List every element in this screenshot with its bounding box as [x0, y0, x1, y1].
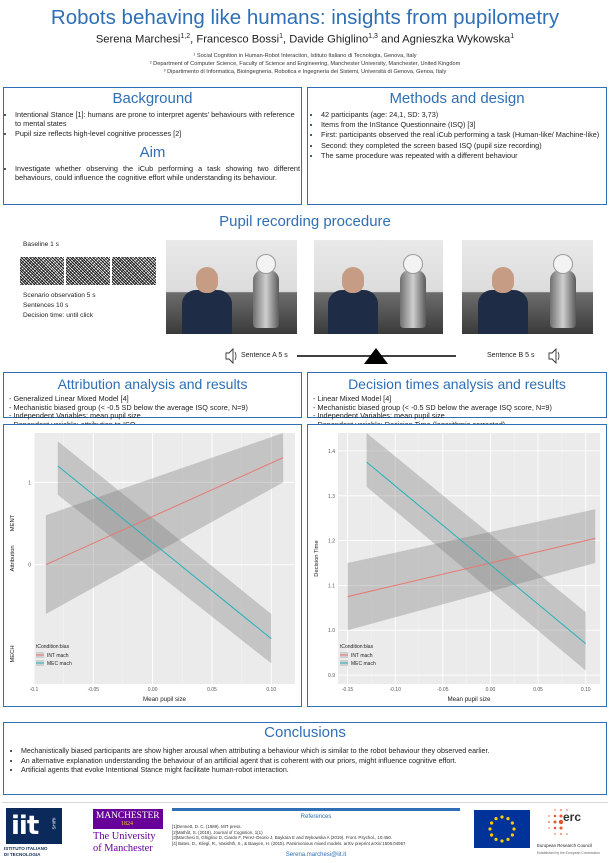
legend-title: tCondition:bias [340, 644, 374, 650]
methods-list [310, 110, 606, 161]
iit-logo-text: iit [11, 811, 39, 841]
conclusions-heading: Conclusions [264, 724, 346, 741]
methods-panel [307, 87, 607, 205]
erc-dot [548, 827, 549, 828]
star [511, 833, 514, 836]
y-axis-label: Attribution [10, 545, 16, 572]
manchester-logo-year: 1824 [121, 821, 133, 827]
y-tick-label: 1.3 [328, 493, 335, 500]
erc-caption: European Research Council [537, 843, 592, 848]
x-axis-label: Mean pupil size [447, 696, 491, 703]
scenario-photo-3 [462, 240, 593, 334]
erc-dot [559, 826, 562, 829]
y-tick-label: 1.4 [328, 448, 335, 455]
legend-title: tCondition:bias [36, 644, 70, 650]
noise-stimulus [66, 257, 110, 285]
list-item: - Generalized Linear Mixed Model [4] [9, 394, 129, 403]
author-separator: , [190, 33, 197, 46]
author-affiliation: 1,3 [368, 33, 378, 40]
x-tick-label: -0.1 [29, 687, 39, 693]
list-item: • 42 participants (age: 24,1, SD: 3,73) [321, 110, 606, 119]
author-affiliation: 1 [279, 33, 283, 40]
attribution-plot-panel [3, 424, 302, 707]
list-item: • Items from the InStance Questionnaire (ISQ) [3] [321, 120, 606, 129]
manchester-name-1: The University [93, 831, 156, 842]
sentence-b-label: Sentence B 5 s [487, 352, 535, 359]
attribution-heading: Attribution analysis and results [57, 376, 248, 392]
erc-dot [560, 809, 562, 811]
star [511, 821, 514, 824]
affiliation-2: ² Department of Computer Science, Faculty of Science and Engineering, Manchester University, Manchester, United Kingdom [149, 61, 461, 67]
manchester-name-2: of Manchester [93, 843, 153, 854]
procedure-heading: Pupil recording procedure [219, 213, 391, 230]
author-name: Davide Ghiglino [289, 33, 369, 46]
eu-flag-icon [474, 810, 530, 848]
sentences-label: Sentences 10 s [23, 302, 69, 309]
x-tick-label: -0.10 [389, 687, 401, 693]
erc-dot [548, 821, 550, 823]
x-tick-label: -0.05 [437, 687, 449, 693]
x-tick-label: 0.00 [485, 687, 496, 693]
scenario-photo-2 [314, 240, 443, 334]
star [512, 827, 515, 830]
author-affiliation: 1,2 [180, 33, 191, 40]
star [490, 833, 493, 836]
aim-list [4, 164, 300, 183]
list-item: • Mechanistically biased participants are show higher arousal when attributing a behaviour which is similar to the robot behaviour they observed earlier. [21, 747, 606, 756]
list-item: • Investigate whether observing the iCub performing a task showing two different behaviours, could influence the cognitive effort while understanding its behaviour. [15, 164, 300, 182]
contact-email: Serena.marchesi@iit.it [285, 852, 347, 858]
background-panel [3, 87, 302, 205]
list-item: • An alternative explanation understanding the behaviour of an artificial agent that is coherent with our priors, might influence cognitive effort. [21, 757, 606, 766]
reference-item: [2]Mathôt, S. (2018). Journal of Cognition, 1(1) [172, 829, 263, 835]
erc-dot [553, 820, 556, 823]
list-item: • Artificial agents that evoke Intentional Stance might facilitate human-robot interaction. [21, 766, 606, 775]
erc-logo [545, 806, 605, 842]
star [494, 838, 497, 841]
conclusions-panel [3, 722, 607, 795]
list-item: - Mechanistic biased group (< -0.5 SD below the average ISQ score, N=9) [9, 402, 248, 412]
y-tick-label: 1 [28, 480, 31, 487]
author-name: Agnieszka Wykowska [402, 33, 511, 46]
list-item: • First: participants observed the real iCub performing a task (Human-like/ Machine-like) [321, 130, 606, 139]
erc-dot [560, 833, 562, 835]
scenario-photo-1 [166, 240, 297, 334]
y-axis-label: Decision Time [314, 540, 320, 577]
speaker-icon [226, 349, 236, 363]
y-tick-label: 0.9 [328, 673, 335, 680]
list-item: - Linear Mixed Model [4] [313, 394, 392, 403]
attribution-panel [3, 372, 302, 421]
x-tick-label: 0.10 [266, 687, 277, 693]
star [500, 815, 503, 818]
reference-item: [3]Marchesi S, Ghiglino D, Ciardo F, Perez-Osorio J, Baykara E and Wykowska A (2019). Front. Psychol., 10:450. [172, 835, 393, 841]
sentence-a-label: Sentence A 5 s [241, 352, 288, 359]
star [488, 827, 491, 830]
author-separator: and [377, 33, 403, 46]
x-tick-label: -0.15 [341, 687, 354, 693]
decision-heading: Decision times analysis and results [348, 376, 566, 392]
erc-dot [548, 815, 549, 816]
background-heading: Background [112, 90, 193, 107]
y-bottom-label: MECH [10, 645, 16, 663]
y-tick-label: 1.0 [328, 628, 335, 635]
x-tick-label: 0.05 [207, 687, 217, 693]
legend-label: MEC mach [351, 661, 376, 667]
x-tick-label: 0.10 [580, 687, 591, 693]
decision-panel [307, 372, 607, 421]
speaker-icon [549, 349, 559, 363]
list-item: • Pupil size reflects high-level cognitive processes [2] [15, 129, 300, 138]
list-item: • Second: they completed the screen based ISQ (pupil size recording) [321, 141, 606, 150]
star [506, 817, 509, 820]
scenario-label: Scenario observation 5 s [23, 292, 96, 299]
references-list [172, 824, 460, 846]
y-top-label: MENT [10, 514, 16, 532]
iit-caption-1: ISTITUTO ITALIANO [4, 846, 48, 851]
decision-time-chart [308, 425, 606, 706]
background-list [4, 110, 300, 140]
methods-heading: Methods and design [389, 90, 525, 107]
decision-plot-panel [307, 424, 607, 707]
star [494, 817, 497, 820]
iit-logo-sub: SHIRI [51, 817, 57, 830]
star [490, 821, 493, 824]
erc-dot [554, 833, 555, 834]
x-tick-label: 0.05 [533, 687, 543, 693]
noise-stimulus [112, 257, 156, 285]
iit-logo [6, 808, 62, 844]
author-affiliation: 1 [510, 33, 515, 40]
list-item: - Independent Variables: mean pupil size [313, 411, 445, 421]
y-tick-label: 1.2 [328, 538, 335, 545]
author-name: Francesco Bossi [196, 33, 280, 46]
affiliation-1: ¹ Social Cognition in Human-Robot Interaction, Istituto Italiano di Tecnologia, Genova, Italy [193, 53, 417, 59]
star [500, 839, 503, 842]
list-item: - Independent Variables: mean pupil size [9, 411, 141, 421]
baseline-label: Baseline 1 s [23, 241, 59, 248]
legend-label: MEC mach [47, 661, 72, 667]
erc-logo-text: erc [563, 810, 582, 824]
iit-caption-2: DI TECNOLOGIA [4, 852, 41, 857]
reference-item: [4] Bates, D., Kliegl, R., Vasishth, S., & Baayen, H. (2015). Parsimonious mixed models. arXiv preprint arXiv:1506.04967 [172, 840, 406, 846]
conclusions-list [10, 747, 606, 776]
legend-label: INT mach [351, 653, 373, 659]
x-tick-label: 0.00 [147, 687, 158, 693]
erc-dot [554, 827, 557, 830]
noise-stimulus [20, 257, 64, 285]
author-separator: , [282, 33, 290, 46]
legend-label: INT mach [47, 653, 69, 659]
affiliation-3: ³ Dipartimento di Informatica, Bioingegneria, Robotica e Ingegneria dei Sistemi, Università di Genova, Genoa, Italy [163, 69, 447, 75]
decision-label: Decision time: until click [23, 312, 93, 319]
list-item: - Mechanistic biased group (< -0.5 SD below the average ISQ score, N=9) [313, 402, 552, 412]
erc-dot [566, 833, 567, 834]
aim-heading: Aim [139, 144, 166, 161]
manchester-logo-text: MANCHESTER [96, 811, 160, 821]
author-list [0, 33, 610, 46]
manchester-logo [93, 809, 163, 829]
list-item: • The same procedure was repeated with a different behaviour [321, 151, 606, 160]
list-item: • Intentional Stance [1]: humans are prone to interpret agents' behaviours with reference to mental states [15, 110, 300, 128]
y-tick-label: 0 [28, 562, 31, 569]
star [506, 838, 509, 841]
attribution-chart [4, 425, 301, 706]
x-axis-label: Mean pupil size [143, 696, 186, 703]
author-name: Serena Marchesi [95, 33, 181, 46]
x-tick-label: -0.05 [87, 687, 100, 693]
y-tick-label: 1.1 [328, 583, 335, 590]
poster-title: Robots behaving like humans: insights from pupilometry [50, 6, 560, 29]
erc-dot [554, 815, 557, 818]
erc-dot [554, 809, 555, 810]
references-heading: References [300, 814, 332, 820]
reference-item: [1]Dennett, D. C. (1989). MIT press. [172, 824, 242, 829]
erc-sub: Established by the European Commission [537, 851, 600, 855]
